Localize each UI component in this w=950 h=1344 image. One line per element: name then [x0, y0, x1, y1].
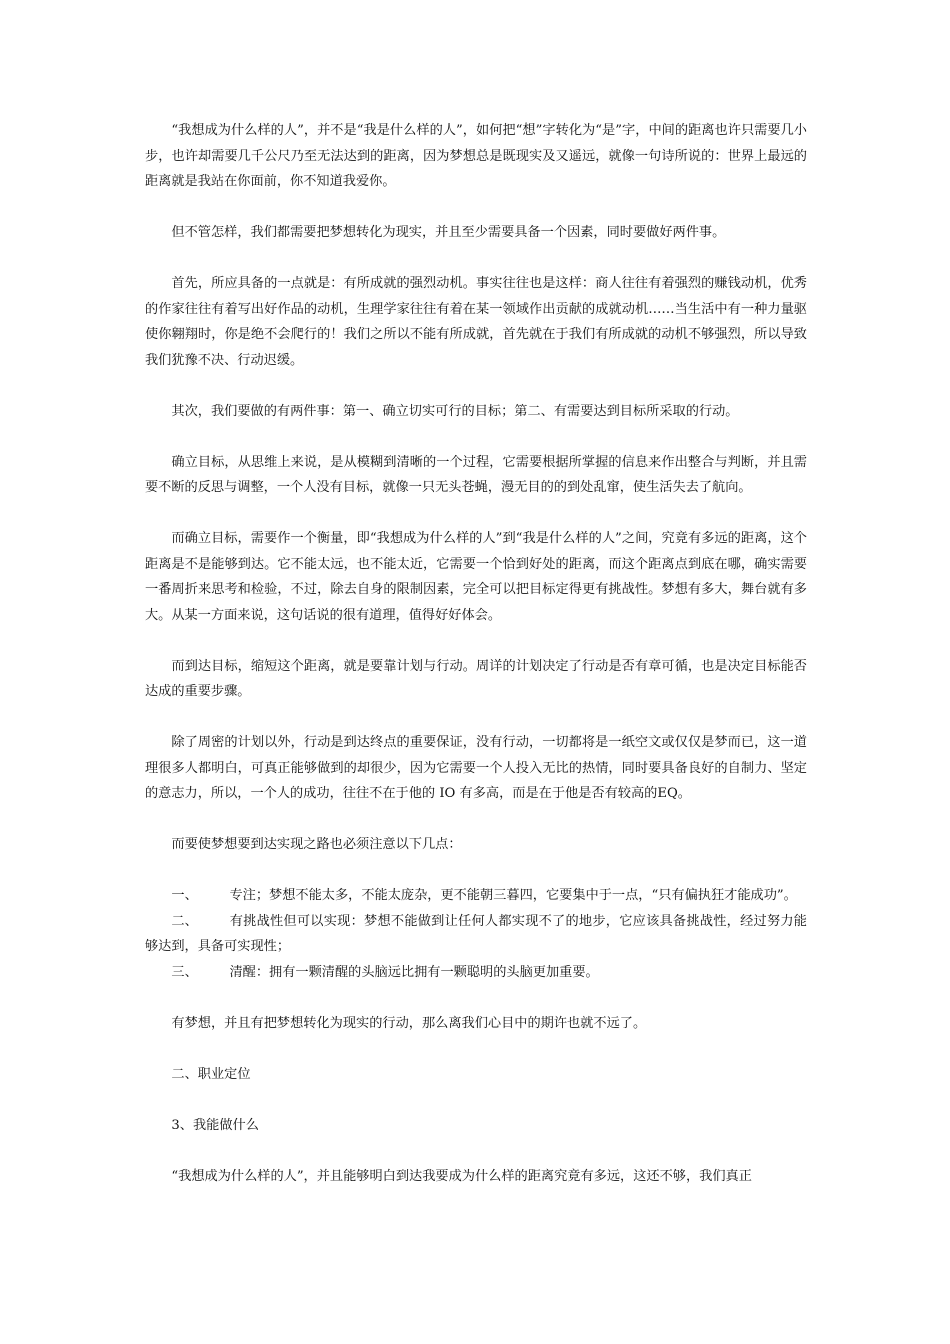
key-points-list: [145, 883, 807, 985]
list-item: [145, 909, 807, 960]
paragraph-dream-with-action: 有梦想，并且有把梦想转化为现实的行动，那么离我们心目中的期许也就不远了。: [171, 1015, 647, 1031]
paragraph-two-things: 其次，我们要做的有两件事：第一、确立切实可行的目标；第二、有需要达到目标所采取的行动。: [171, 403, 739, 419]
list-marker: 三、: [171, 964, 198, 980]
list-item: [145, 883, 807, 909]
paragraph-turn-dream-into-reality: 但不管怎样，我们都需要把梦想转化为现实，并且至少需要具备一个因素，同时要做好两件事。: [171, 225, 726, 240]
paragraph-want-vs-are: “我想成为什么样的人”，并不是“我是什么样的人”，如何把“想”字转化为“是”字，中间的距离也许只需要几小步，也许却需要几千公尺乃至无法达到的距离，因为梦想总是既现实及又遥远，就像一句诗所说的：世界上最远的距离就是我站在你面前，你不知道我爱你。: [145, 123, 807, 189]
document-body: [145, 118, 807, 1215]
list-item-text: 专注；梦想不能太多，不能太庞杂，更不能朝三暮四，它要集中于一点，“只有偏执狂才能成功”。: [229, 888, 797, 903]
list-marker: 二、: [171, 913, 198, 929]
section-heading-what-can-i-do: 3、我能做什么: [171, 1117, 259, 1133]
paragraph-measure-distance: 而确立目标，需要作一个衡量，即“我想成为什么样的人”到“我是什么样的人”之间，究竟有多远的距离，这个距离是不是能够到达。它不能太远，也不能太近，它需要一个恰到好处的距离，而这个距离点到底在哪，确实需要一番周折来思考和检验，不过，除去自身的限制因素，完全可以把目标定得更有挑战性。梦想有多大，舞台就有多大。从某一方面来说，这句话说的很有道理，值得好好体会。: [145, 531, 807, 623]
list-item-text: 清醒：拥有一颗清醒的头脑远比拥有一颗聪明的头脑更加重要。: [229, 964, 599, 980]
list-item: [145, 960, 807, 986]
section-heading-career-positioning: 二、职业定位: [171, 1066, 251, 1082]
paragraph-list-intro: 而要使梦想要到达实现之路也必须注意以下几点：: [171, 837, 462, 852]
paragraph-strong-motivation: 首先，所应具备的一点就是：有所成就的强烈动机。事实往往也是这样：商人往往有着强烈的赚钱动机，优秀的作家往往有着写出好作品的动机，生理学家往往有着在某一领域作出贡献的成就动机……当生活中有一种力量驱使你翱翔时，你是绝不会爬行的！我们之所以不能有所成就，首先就在于我们有所成就的动机不够强烈，所以导致我们犹豫不决、行动迟缓。: [145, 276, 807, 368]
paragraph-plan-and-act: 而到达目标，缩短这个距离，就是要靠计划与行动。周详的计划决定了行动是否有章可循，也是决定目标能否达成的重要步骤。: [145, 658, 807, 699]
paragraph-set-goals: 确立目标，从思维上来说，是从模糊到清晰的一个过程，它需要根据所掌握的信息来作出整合与判断，并且需要不断的反思与调整，一个人没有目标，就像一只无头苍蝇，漫无目的的到处乱窜，使生活失去了航向。: [145, 454, 807, 495]
paragraph-truncated-continuation: “我想成为什么样的人”，并且能够明白到达我要成为什么样的距离究竟有多远，这还不够，我们真正: [171, 1168, 752, 1184]
list-marker: 一、: [171, 888, 198, 903]
paragraph-action-guarantee: 除了周密的计划以外，行动是到达终点的重要保证，没有行动，一切都将是一纸空文或仅仅是梦而已，这一道理很多人都明白，可真正能够做到的却很少，因为它需要一个人投入无比的热情，同时要具备良好的自制力、坚定的意志力，所以，一个人的成功，往往不在于他的 IO 有多高，而是在于他是否有较高的EQ。: [145, 735, 807, 801]
list-item-text: 有挑战性但可以实现：梦想不能做到让任何人都实现不了的地步，它应该具备挑战性，经过努力能够达到，具备可实现性；: [145, 913, 807, 954]
